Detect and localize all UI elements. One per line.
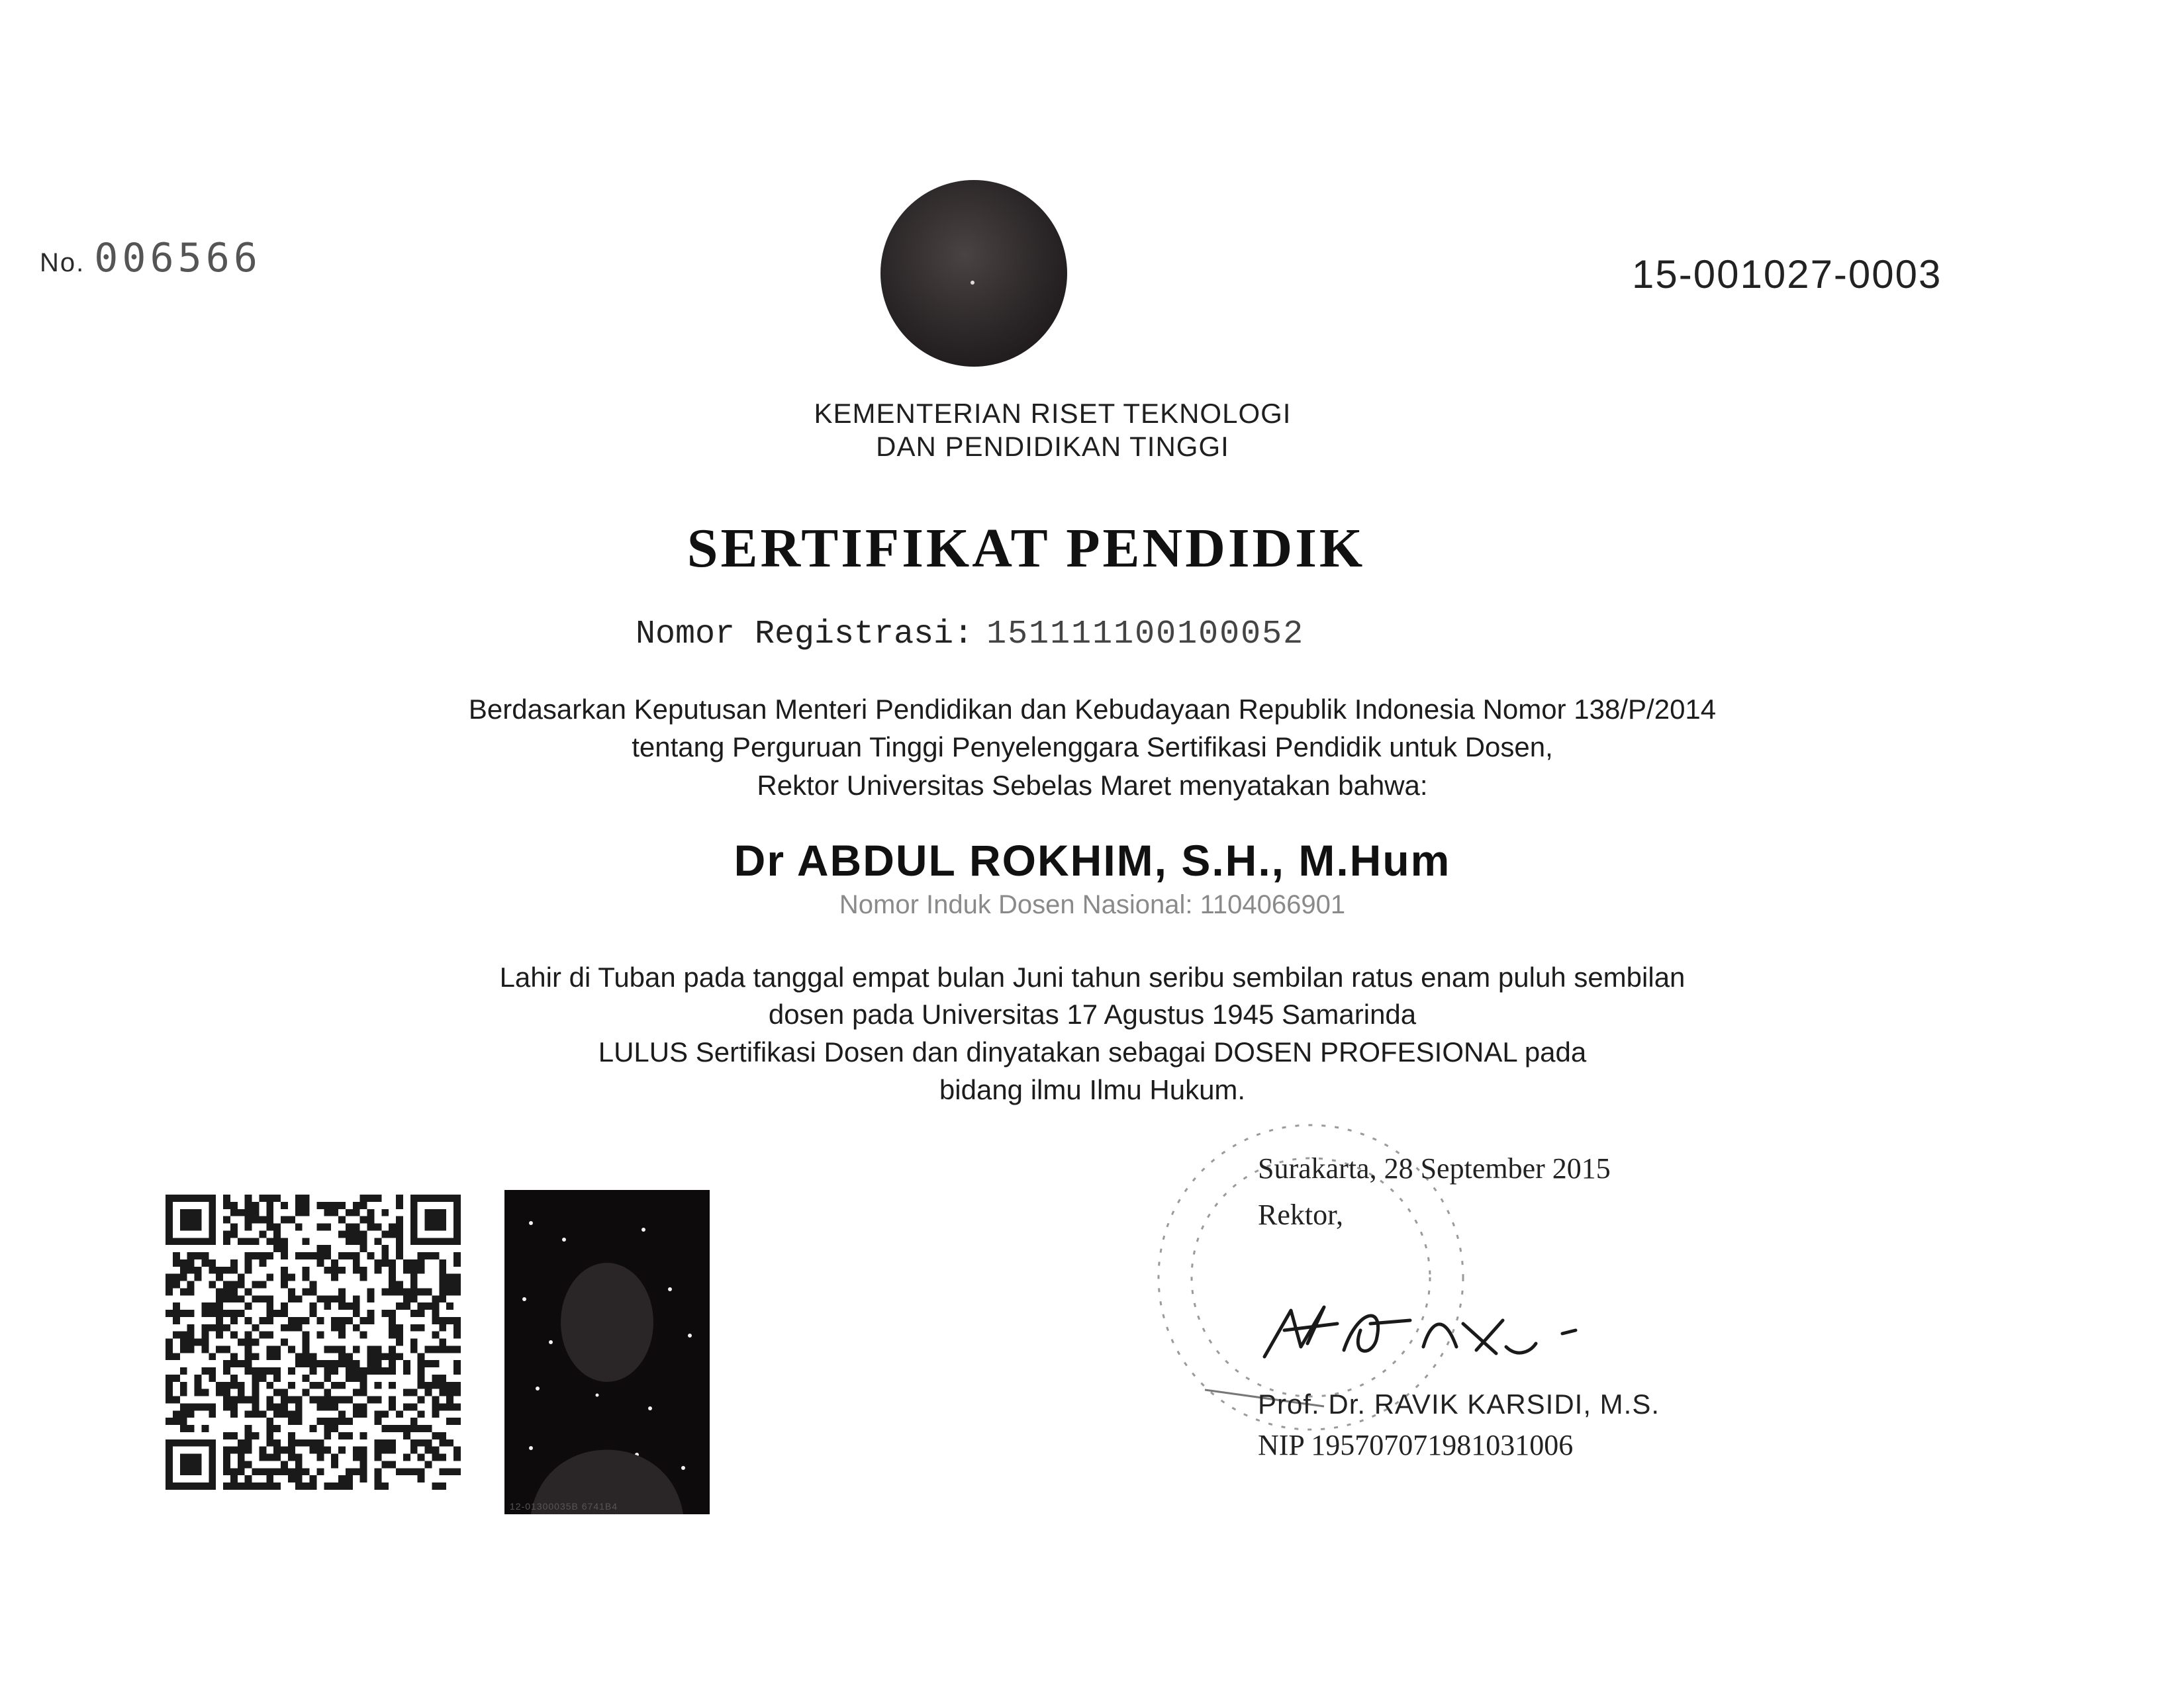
statement-line-2: dosen pada Universitas 17 Agustus 1945 Samarinda: [768, 999, 1417, 1030]
registration-number: [636, 616, 1304, 653]
serial-value: 006566: [94, 235, 261, 281]
preamble-line-2: tentang Perguruan Tinggi Penyelenggara Sertifikasi Pendidik untuk Dosen,: [632, 731, 1553, 762]
serial-label: No.: [40, 248, 85, 277]
photo-speckles: [504, 1190, 710, 1514]
form-code: 15-001027-0003: [1632, 252, 1942, 296]
ministry-name-line-2: DAN PENDIDIKAN TINGGI: [876, 431, 1229, 462]
qr-code: [166, 1195, 461, 1490]
statement-line-1: Lahir di Tuban pada tanggal empat bulan Juni tahun seribu sembilan ratus enam puluh sembilan: [499, 962, 1685, 993]
certificate-title: SERTIFIKAT PENDIDIK: [687, 518, 1366, 579]
preamble-line-1: Berdasarkan Keputusan Menteri Pendidikan dan Kebudayaan Republik Indonesia Nomor 138/P/2014: [468, 694, 1717, 725]
photo-caption: 12-01300035B 6741B4: [510, 1501, 618, 1512]
statement-line-3: LULUS Sertifikasi Dosen dan dinyatakan sebagai DOSEN PROFESIONAL pada: [598, 1036, 1587, 1068]
ministry-name-line-1: KEMENTERIAN RISET TEKNOLOGI: [814, 398, 1292, 429]
place-and-date: Surakarta, 28 September 2015: [1258, 1152, 1611, 1185]
signatory-nip: NIP 195707071981031006: [1258, 1429, 1574, 1461]
ministry-emblem: [880, 180, 1067, 367]
signatory-role: Rektor,: [1258, 1199, 1343, 1231]
rector-signature: [1245, 1284, 1589, 1377]
statement-line-4: bidang ilmu Ilmu Hukum.: [939, 1074, 1246, 1105]
serial-number: [40, 235, 261, 281]
recipient-nidn: Nomor Induk Dosen Nasional: 1104066901: [839, 890, 1346, 919]
registration-label: Nomor Registrasi:: [636, 616, 974, 653]
registration-value: 151111100100052: [986, 616, 1305, 653]
recipient-name: Dr ABDUL ROKHIM, S.H., M.Hum: [734, 836, 1451, 885]
preamble-line-3: Rektor Universitas Sebelas Maret menyatakan bahwa:: [757, 770, 1428, 801]
holder-photo: [504, 1190, 710, 1514]
signatory-name: Prof. Dr. RAVIK KARSIDI, M.S.: [1258, 1389, 1660, 1420]
